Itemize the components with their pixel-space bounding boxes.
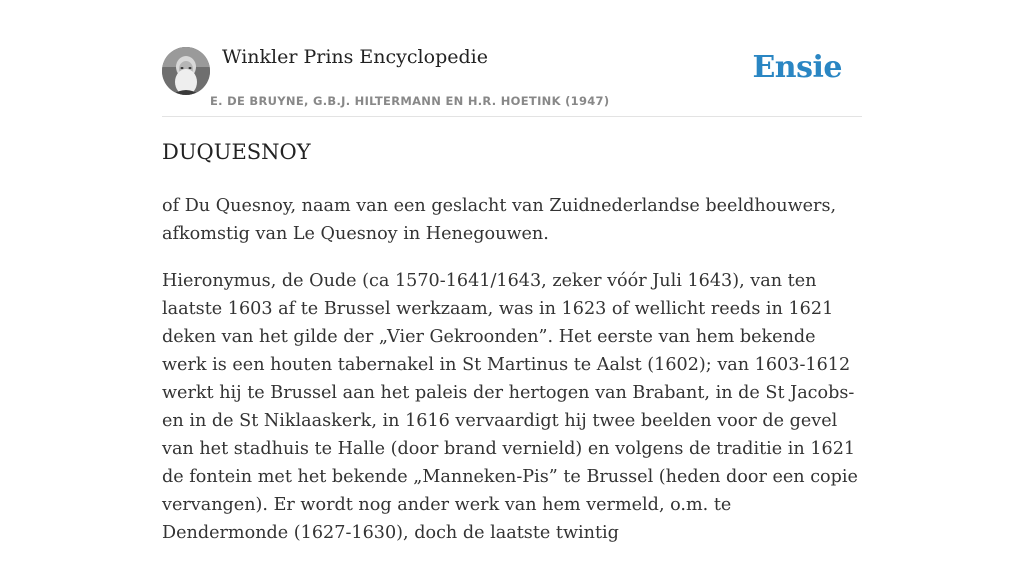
article-paragraph: Hieronymus, de Oude (ca 1570-1641/1643, zeker vóór Juli 1643), van ten laatste 1603 af te Brussel werkzaam, was in 1623 of wellicht reeds in 1621 deken van het gilde der „Vier Gekroonden”. Het eerste van hem bekende werk is een houten tabernakel in St Martinus te Aalst (1602); van 1603-1612 werkt hij te Brussel aan het paleis der hertogen van Brabant, in de St Jacobs- en in de St Niklaaskerk, in 1616 vervaardigt hij twee beelden voor de gevel van het stadhuis te Halle (door brand vernield) en volgens de traditie in 1621 de fontein met het bekende „Manneken-Pis” te Brussel (heden door een copie vervangen). Er wordt nog ander werk van hem vermeld, o.m. te Dendermonde (1627-1630), doch de laatste twintig: [162, 271, 858, 543]
book-header: [162, 0, 862, 117]
ensie-logo[interactable]: Ensie: [752, 50, 842, 85]
article-title: DUQUESNOY: [162, 140, 311, 164]
book-authors: E. DE BRUYNE, G.B.J. HILTERMANN EN H.R. HOETINK (1947): [210, 94, 610, 108]
book-title[interactable]: Winkler Prins Encyclopedie: [222, 46, 488, 68]
author-portrait-icon[interactable]: [162, 47, 210, 95]
page: [162, 0, 862, 543]
article-paragraph: of Du Quesnoy, naam van een geslacht van Zuidnederlandse beeldhouwers, afkomstig van Le Quesnoy in Henegouwen.: [162, 196, 837, 244]
article-body: [162, 192, 862, 566]
